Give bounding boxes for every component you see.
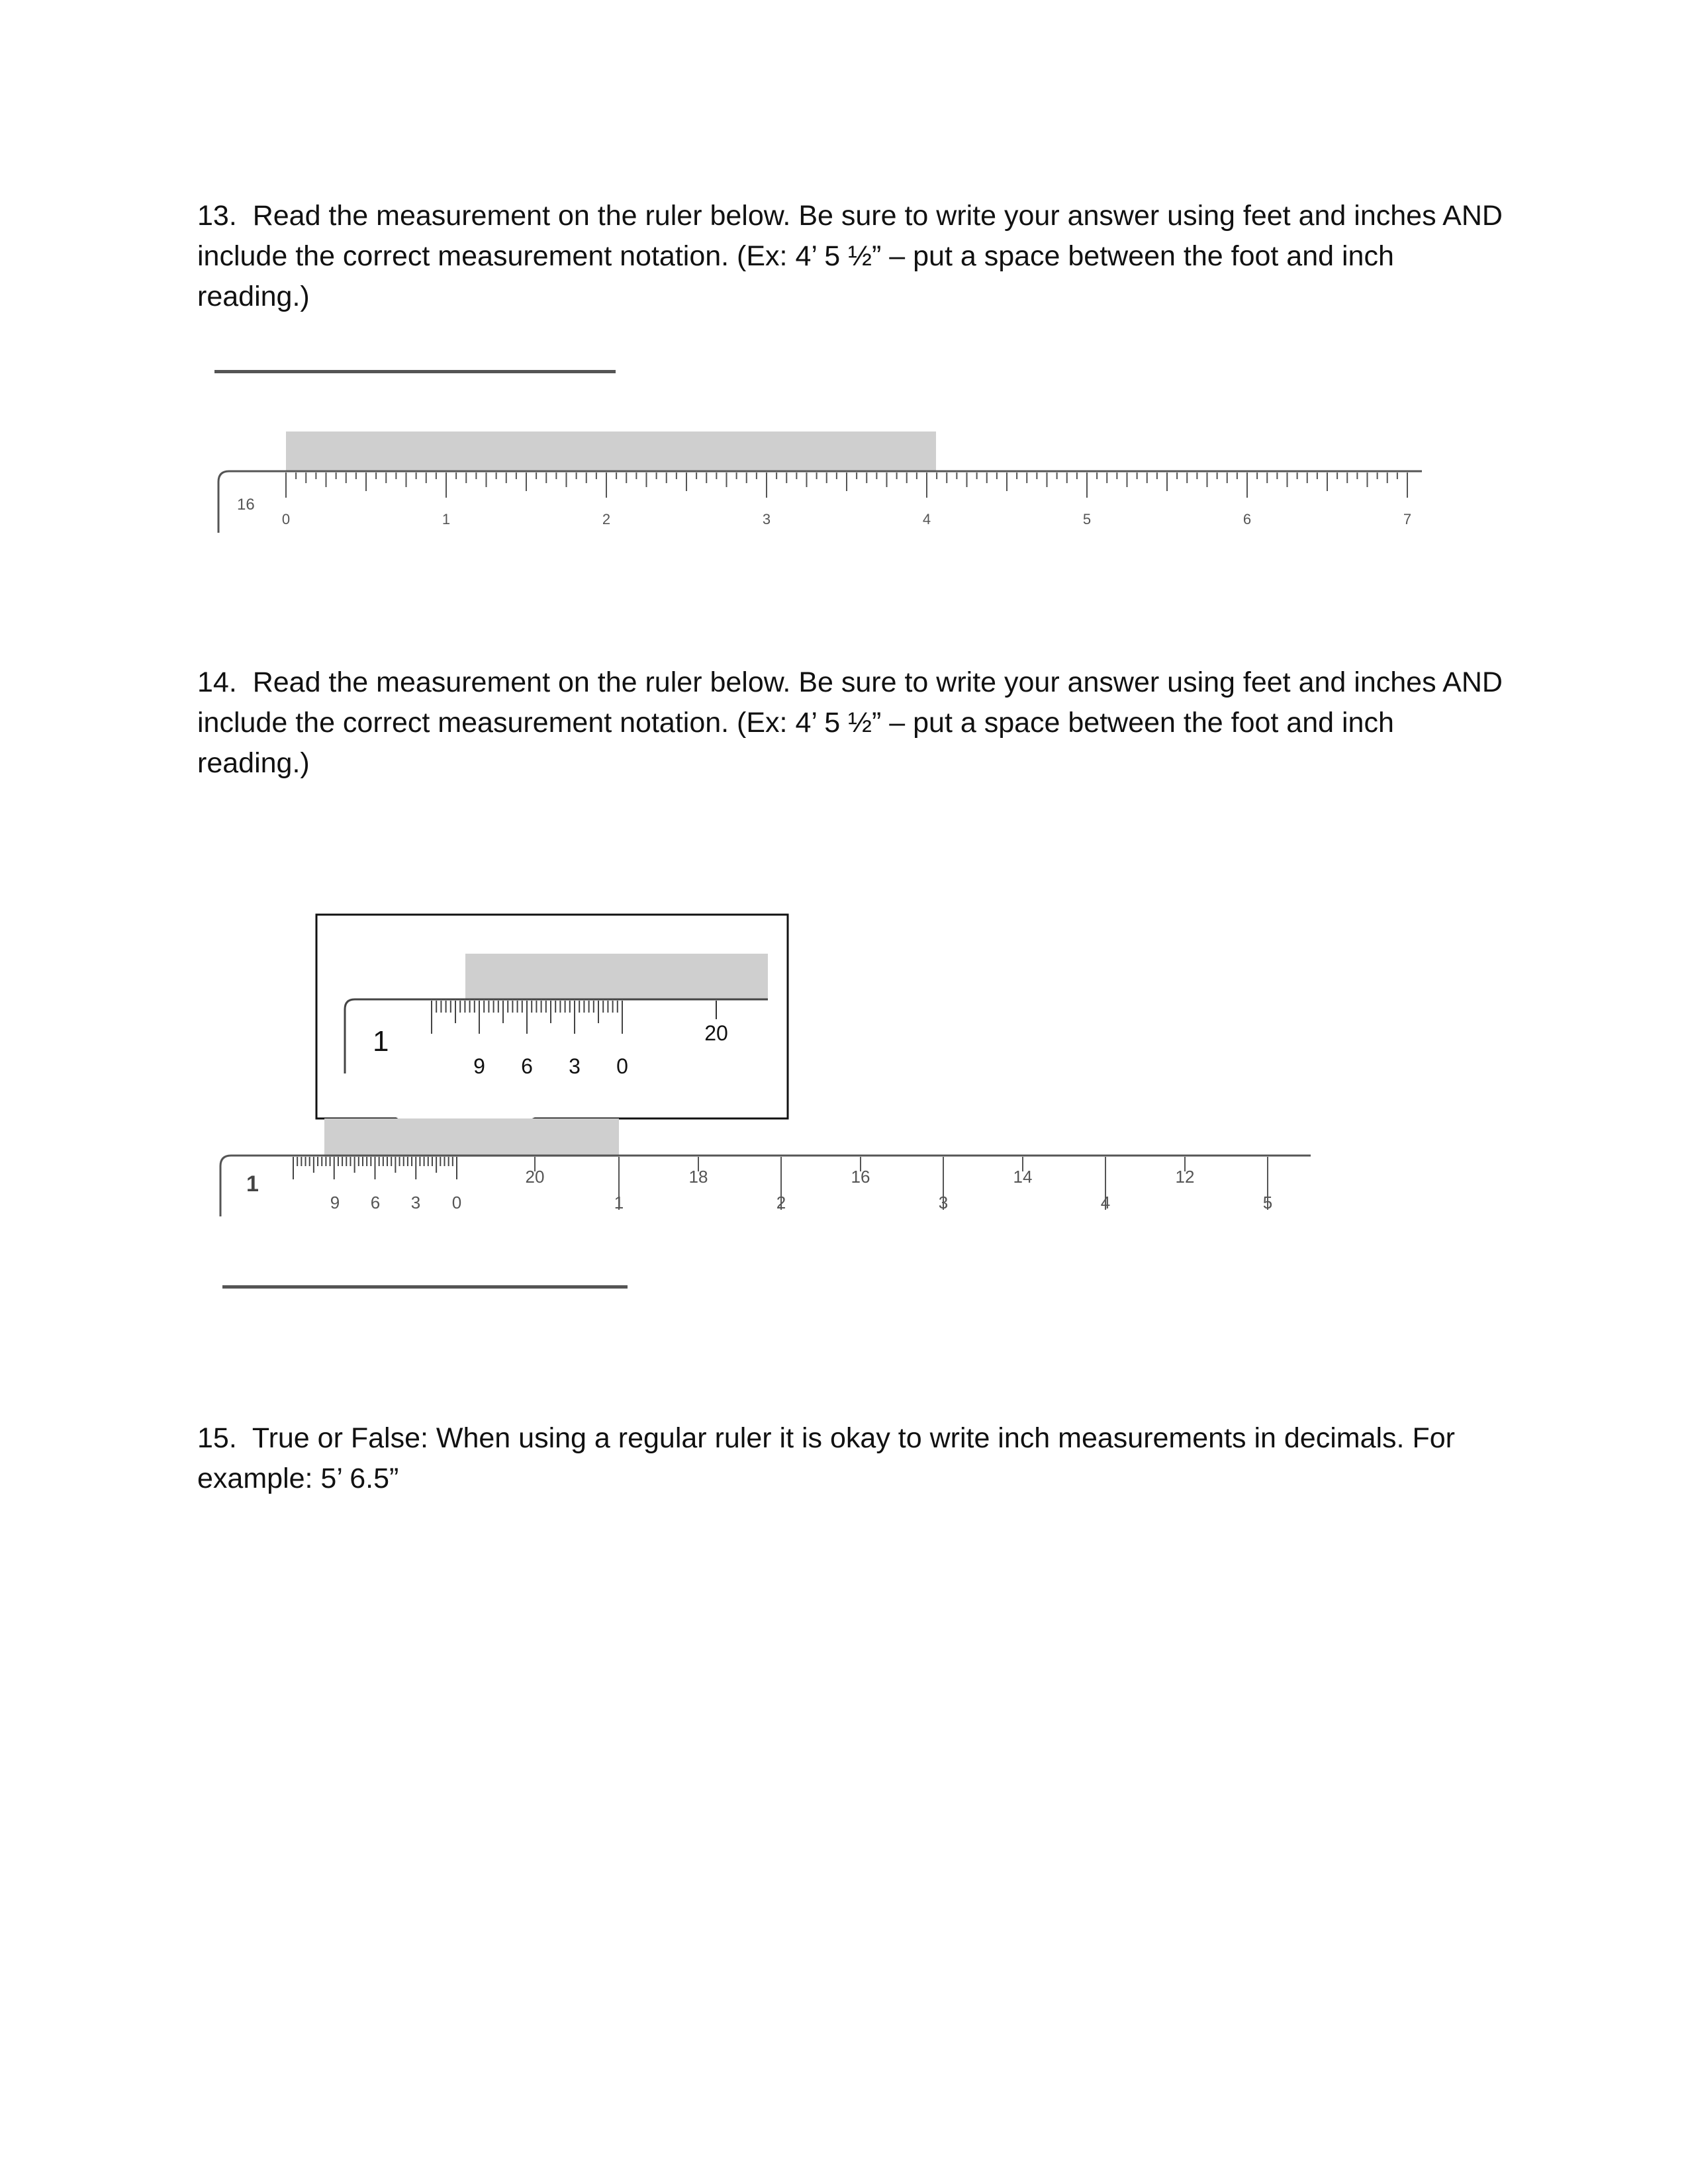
ruler-inch-label: 5 [1082, 511, 1092, 527]
ruler-lower-label: 0 [451, 1193, 462, 1212]
ruler-upper-label: 14 [1013, 1167, 1033, 1187]
question-15 [197, 1418, 1508, 1499]
ruler-upper-label: 16 [851, 1167, 870, 1187]
ruler-lower-label: 2 [776, 1193, 786, 1212]
ruler-inch-label: 6 [1243, 511, 1252, 527]
ruler-upper-label: 20 [525, 1167, 545, 1187]
question-text: Read the measurement on the ruler below. Be sure to write your answer using feet and inches AND include the correct measurement notation. (Ex: 4’ 5 ½” – put a space between the foot and inch reading.) [197, 200, 1503, 312]
ruler-inch-label: 0 [281, 511, 291, 527]
zoom-shaded-bar [465, 954, 768, 999]
zoom-foot-label: 1 [373, 1025, 389, 1058]
ruler-lower-label: 3 [938, 1193, 949, 1212]
ruler-lower-label: 4 [1100, 1193, 1111, 1212]
zoom-lower-label: 6 [521, 1054, 533, 1078]
ruler-inch-label: 4 [922, 511, 931, 527]
ruler-inch-label: 2 [602, 511, 611, 527]
zoom-upper-label: 20 [704, 1021, 728, 1045]
ruler-inch-label: 1 [442, 511, 451, 527]
ruler-inch-label: 7 [1403, 511, 1412, 527]
question-text: True or False: When using a regular ruler it is okay to write inch measurements in decimals. For example: 5’ 6.5” [197, 1422, 1455, 1494]
question-number: 15. [197, 1422, 237, 1454]
question-number: 13. [197, 200, 237, 232]
question-number: 14. [197, 666, 237, 698]
ruler-lower-label: 3 [410, 1193, 421, 1212]
ruler-lower-label: 5 [1262, 1193, 1273, 1212]
zoom-lower-label: 9 [473, 1054, 485, 1078]
ruler-lower-label: 1 [614, 1193, 624, 1212]
answer-line-14[interactable] [222, 1285, 628, 1289]
ruler-14-outline [220, 1156, 1311, 1216]
ruler-inch-label: 3 [762, 511, 771, 527]
ruler-14-foot-label: 1 [246, 1171, 259, 1197]
question-text: Read the measurement on the ruler below. Be sure to write your answer using feet and inches AND include the correct measurement notation. (Ex: 4’ 5 ½” – put a space between the foot and inch reading.) [197, 666, 1503, 779]
zoom-lower-label: 3 [569, 1054, 581, 1078]
ruler-upper-label: 12 [1175, 1167, 1195, 1187]
ruler-13-foot-label: 16 [237, 496, 255, 514]
ruler-14-labels [330, 1167, 1272, 1212]
ruler-upper-label: 18 [688, 1167, 708, 1187]
ruler-14-shaded-bar [324, 1118, 619, 1157]
zoom-lower-label: 0 [616, 1054, 628, 1078]
ruler-lower-label: 9 [330, 1193, 340, 1212]
ruler-lower-label: 6 [370, 1193, 381, 1212]
